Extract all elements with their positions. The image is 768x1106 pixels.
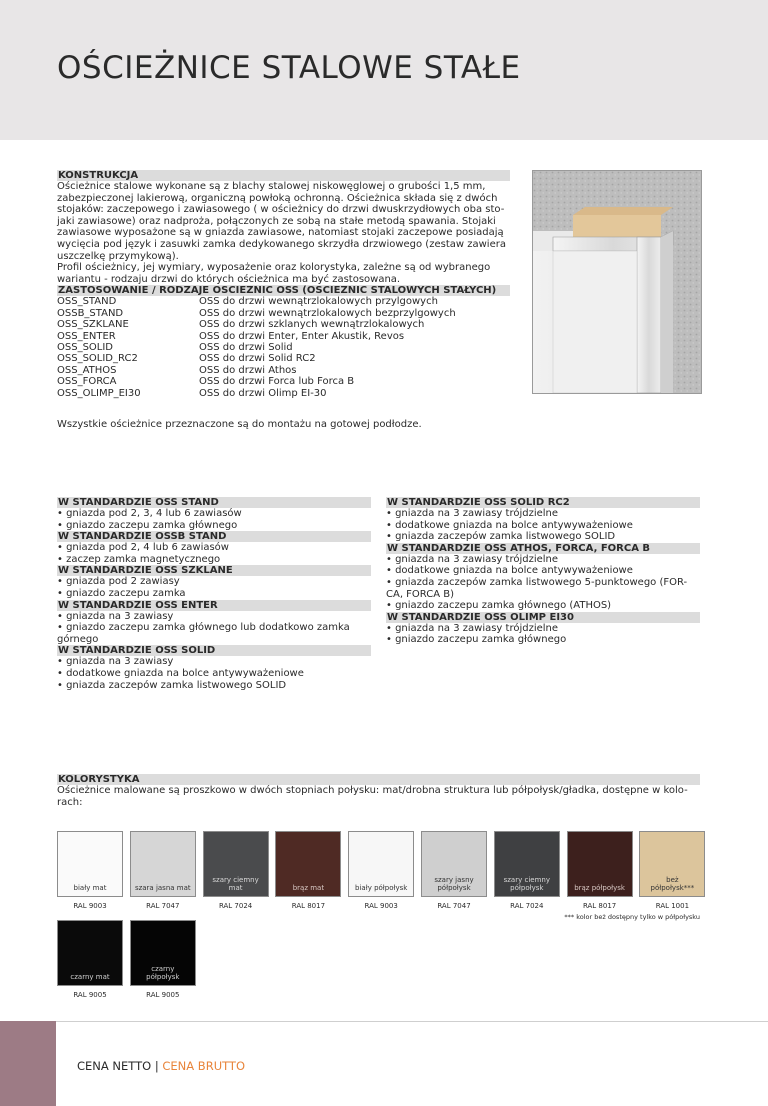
standard-item: • gniazda na 3 zawiasy [57, 610, 174, 622]
oss-type-description: OSS do drzwi Solid RC2 [199, 353, 316, 365]
oss-type-code: OSS_ENTER [57, 330, 116, 342]
color-swatch-item [567, 831, 633, 910]
standard-item: • gniazda na 3 zawiasy [57, 656, 174, 668]
standard-item: • gniazdo zaczepu zamka [57, 587, 186, 599]
oss-type-code: OSS_OLIMP_EI30 [57, 387, 141, 399]
oss-type-description: OSS do drzwi Olimp EI-30 [199, 387, 327, 399]
konstrukcja-line: zawiasowe wyposażone są w gniazda zawiasowe, natomiast stojaki zaczepowe posiadają [57, 227, 504, 239]
color-footnote: *** kolor beż dostępny tylko w półpołysku [564, 913, 700, 921]
standard-list [386, 508, 700, 543]
price-separator: | [154, 1059, 159, 1073]
mounting-note: Wszystkie ościeżnice przeznaczone są do montażu na gotowej podłodze. [57, 419, 422, 430]
color-swatch [275, 831, 341, 897]
konstrukcja-line: wariantu - rodzaju drzwi do których ościeżnica ma być zastosowana. [57, 273, 401, 285]
standard-heading: W STANDARDZIE OSS STAND [57, 497, 371, 508]
oss-type-description: OSS do drzwi Athos [199, 364, 297, 376]
standard-heading: W STANDARDZIE OSS SZKLANE [57, 565, 371, 576]
color-swatch-item [348, 831, 414, 910]
standard-item: CA, FORCA B) [386, 588, 455, 600]
color-swatch-ral: RAL 9003 [73, 902, 107, 910]
oss-type-row [57, 296, 510, 307]
standard-item: • gniazdo zaczepu zamka głównego [386, 634, 567, 646]
standard-item: • gniazda zaczepów zamka listwowego 5-punktowego (FOR- [386, 576, 688, 588]
standard-item: • dodatkowe gniazda na bolce antywyważeniowe [386, 565, 633, 577]
oss-type-description: OSS do drzwi Forca lub Forca B [199, 376, 355, 388]
standards-right-column [386, 497, 700, 646]
color-swatch-item [57, 831, 123, 910]
standard-item: • gniazda na 3 zawiasy trójdzielne [386, 508, 559, 519]
standard-heading: W STANDARDZIE OSS SOLID RC2 [386, 497, 700, 508]
color-swatch-item [494, 831, 560, 910]
color-swatch-ral: RAL 7047 [437, 902, 471, 910]
standard-list [57, 611, 371, 646]
oss-type-code: OSS_SOLID_RC2 [57, 353, 138, 365]
color-swatch-name: biały półpołysk [355, 884, 408, 892]
color-swatch-item [203, 831, 269, 910]
oss-type-description: OSS do drzwi wewnątrzlokalowych przylgowych [199, 296, 438, 308]
oss-type-code: OSS_SOLID [57, 341, 114, 353]
color-swatch-name: szara jasna mat [134, 884, 191, 892]
standard-item: • dodatkowe gniazda na bolce antywyważeniowe [386, 519, 633, 531]
konstrukcja-line: stojaków: zaczepowego i zawiasowego ( w ościeżnicy do drzwi dwuskrzydłowych oba sto- [57, 204, 505, 216]
color-swatch [494, 831, 560, 897]
color-swatch-item [275, 831, 341, 910]
color-swatch-name: szary ciemny mat [212, 876, 259, 892]
standard-list [386, 554, 700, 612]
oss-type-row [57, 331, 510, 342]
color-swatch [567, 831, 633, 897]
color-swatch-ral: RAL 9005 [146, 991, 180, 999]
standard-list [57, 656, 371, 691]
price-label [77, 1059, 245, 1073]
zastosowanie-heading: ZASTOSOWANIE / RODZAJE OŚCIEŻNIC OSS (OŚCIEŻNIC STALOWYCH STAŁYCH) [57, 285, 510, 296]
color-swatch-item [130, 920, 196, 999]
oss-type-code: OSSB_STAND [57, 307, 124, 319]
standard-item: • gniazda pod 2, 4 lub 6 zawiasów [57, 542, 229, 554]
oss-type-row [57, 342, 510, 353]
oss-type-row [57, 319, 510, 330]
konstrukcja-line: wycięcia pod język i zasuwki zamka dedykowanego skrzydła drzwiowego (zestaw zawiera [57, 238, 506, 250]
page-title: OŚCIEŻNICE STALOWE STAŁE [57, 50, 521, 86]
standard-heading: W STANDARDZIE OSSB STAND [57, 531, 371, 542]
oss-type-row [57, 376, 510, 387]
standard-item: • gniazda zaczepów zamka listwowego SOLID [386, 531, 616, 543]
oss-type-code: OSS_ATHOS [57, 364, 117, 376]
konstrukcja-text [57, 181, 510, 285]
color-swatch [639, 831, 705, 897]
konstrukcja-line: uszczelkę przymykową). [57, 250, 179, 262]
oss-type-row [57, 353, 510, 364]
price-gross-label: CENA BRUTTO [162, 1059, 246, 1073]
color-swatch [57, 831, 123, 897]
oss-type-row [57, 388, 510, 399]
kolorystyka-heading: KOLORYSTYKA [57, 774, 700, 785]
color-swatch-name: biały mat [73, 884, 107, 892]
color-swatch-ral: RAL 1001 [655, 902, 690, 910]
konstrukcja-line: Profil ościeżnicy, jej wymiary, wyposażenie oraz kolorystyka, zależne są od wybranego [57, 262, 491, 274]
standard-heading: W STANDARDZIE OSS SOLID [57, 645, 371, 656]
footer-accent-bar [0, 1021, 56, 1106]
color-swatch [130, 831, 196, 897]
color-swatch-item [421, 831, 487, 910]
standard-list [57, 576, 371, 599]
color-swatch-name: szary ciemny półpołysk [503, 876, 550, 892]
konstrukcja-heading: KONSTRUKCJA [57, 170, 510, 181]
oss-type-code: OSS_SZKLANE [57, 319, 129, 331]
standard-item: • gniazda pod 2 zawiasy [57, 576, 180, 588]
standard-list [386, 623, 700, 646]
color-swatch-item [639, 831, 705, 910]
standard-item: • dodatkowe gniazda na bolce antywyważeniowe [57, 667, 304, 679]
standard-item: • gniazdo zaczepu zamka głównego (ATHOS) [386, 600, 612, 612]
konstrukcja-line: Ościeżnice stalowe wykonane są z blachy stalowej niskowęglowej o grubości 1,5 mm, [57, 181, 486, 192]
kolorystyka-line: Ościeżnice malowane są proszkowo w dwóch stopniach połysku: mat/drobna struktura lub półpołysk/gładka, dostępne w kolo- [57, 785, 688, 796]
standard-item: • gniazda pod 2, 3, 4 lub 6 zawiasów [57, 508, 242, 519]
oss-type-code: OSS_STAND [57, 296, 117, 308]
color-swatch-name: beż półpołysk*** [650, 876, 695, 892]
color-swatch [421, 831, 487, 897]
frame-illustration [533, 171, 701, 393]
color-swatch-ral: RAL 9003 [364, 902, 398, 910]
standard-item: • gniazdo zaczepu zamka głównego lub dodatkowo zamka [57, 622, 350, 634]
color-swatch-name: szary jasny półpołysk [434, 876, 474, 892]
oss-type-description: OSS do drzwi wewnątrzlokalowych bezprzylgowych [199, 307, 456, 319]
color-swatch-name: czarny półpołysk [146, 965, 180, 981]
color-swatch [348, 831, 414, 897]
konstrukcja-line: jaki zawiasowe) oraz nadproża, połączonych ze sobą na stałe metodą spawania. Stojaki [57, 215, 496, 227]
color-swatch [57, 920, 123, 986]
standard-list [57, 508, 371, 531]
standard-heading: W STANDARDZIE OSS OLIMP EI30 [386, 612, 700, 623]
color-swatch [130, 920, 196, 986]
color-swatch-name: czarny mat [70, 973, 110, 981]
standard-item: • gniazda zaczepów zamka listwowego SOLID [57, 679, 287, 691]
kolorystyka-line: rach: [57, 797, 83, 808]
standard-item: górnego [57, 633, 99, 645]
footer-divider [56, 1021, 768, 1022]
oss-type-row [57, 365, 510, 376]
oss-type-row [57, 308, 510, 319]
oss-type-description: OSS do drzwi szklanych wewnątrzlokalowych [199, 319, 425, 331]
kolorystyka-text [57, 785, 700, 809]
oss-type-code: OSS_FORCA [57, 376, 117, 388]
standards-left-column [57, 497, 371, 691]
oss-type-description: OSS do drzwi Enter, Enter Akustik, Revos [199, 330, 405, 342]
color-swatch-ral: RAL 7024 [218, 902, 253, 910]
standard-list [57, 542, 371, 565]
color-swatch-item [57, 920, 123, 999]
color-swatch-ral: RAL 7024 [510, 902, 544, 910]
oss-types-table [57, 296, 510, 399]
kolorystyka-section [57, 774, 700, 809]
color-swatch-ral: RAL 8017 [291, 902, 326, 910]
standard-item: • gniazda na 3 zawiasy trójdzielne [386, 553, 559, 565]
konstrukcja-line: zabezpieczonej lakierową, organiczną powłoką ochronną. Ościeżnica składa się z dwóch [57, 192, 498, 204]
konstrukcja-section [57, 170, 510, 399]
color-swatch-ral: RAL 8017 [582, 902, 617, 910]
standard-item: • gniazdo zaczepu zamka głównego [57, 519, 238, 531]
color-swatch-name: brąz mat [292, 884, 325, 892]
frame-photo [532, 170, 702, 394]
color-swatch [203, 831, 269, 897]
color-swatch-ral: RAL 9005 [73, 991, 107, 999]
color-swatch-name: brąz półpołysk [574, 884, 625, 892]
standard-item: • zaczep zamka magnetycznego [57, 553, 221, 565]
standard-heading: W STANDARDZIE OSS ENTER [57, 600, 371, 611]
oss-type-description: OSS do drzwi Solid [199, 341, 293, 353]
standard-item: • gniazda na 3 zawiasy trójdzielne [386, 622, 559, 634]
standard-heading: W STANDARDZIE OSS ATHOS, FORCA, FORCA B [386, 543, 700, 554]
price-net-label: CENA NETTO [77, 1059, 152, 1073]
color-swatch-ral: RAL 7047 [146, 902, 180, 910]
color-swatch-item [130, 831, 196, 910]
